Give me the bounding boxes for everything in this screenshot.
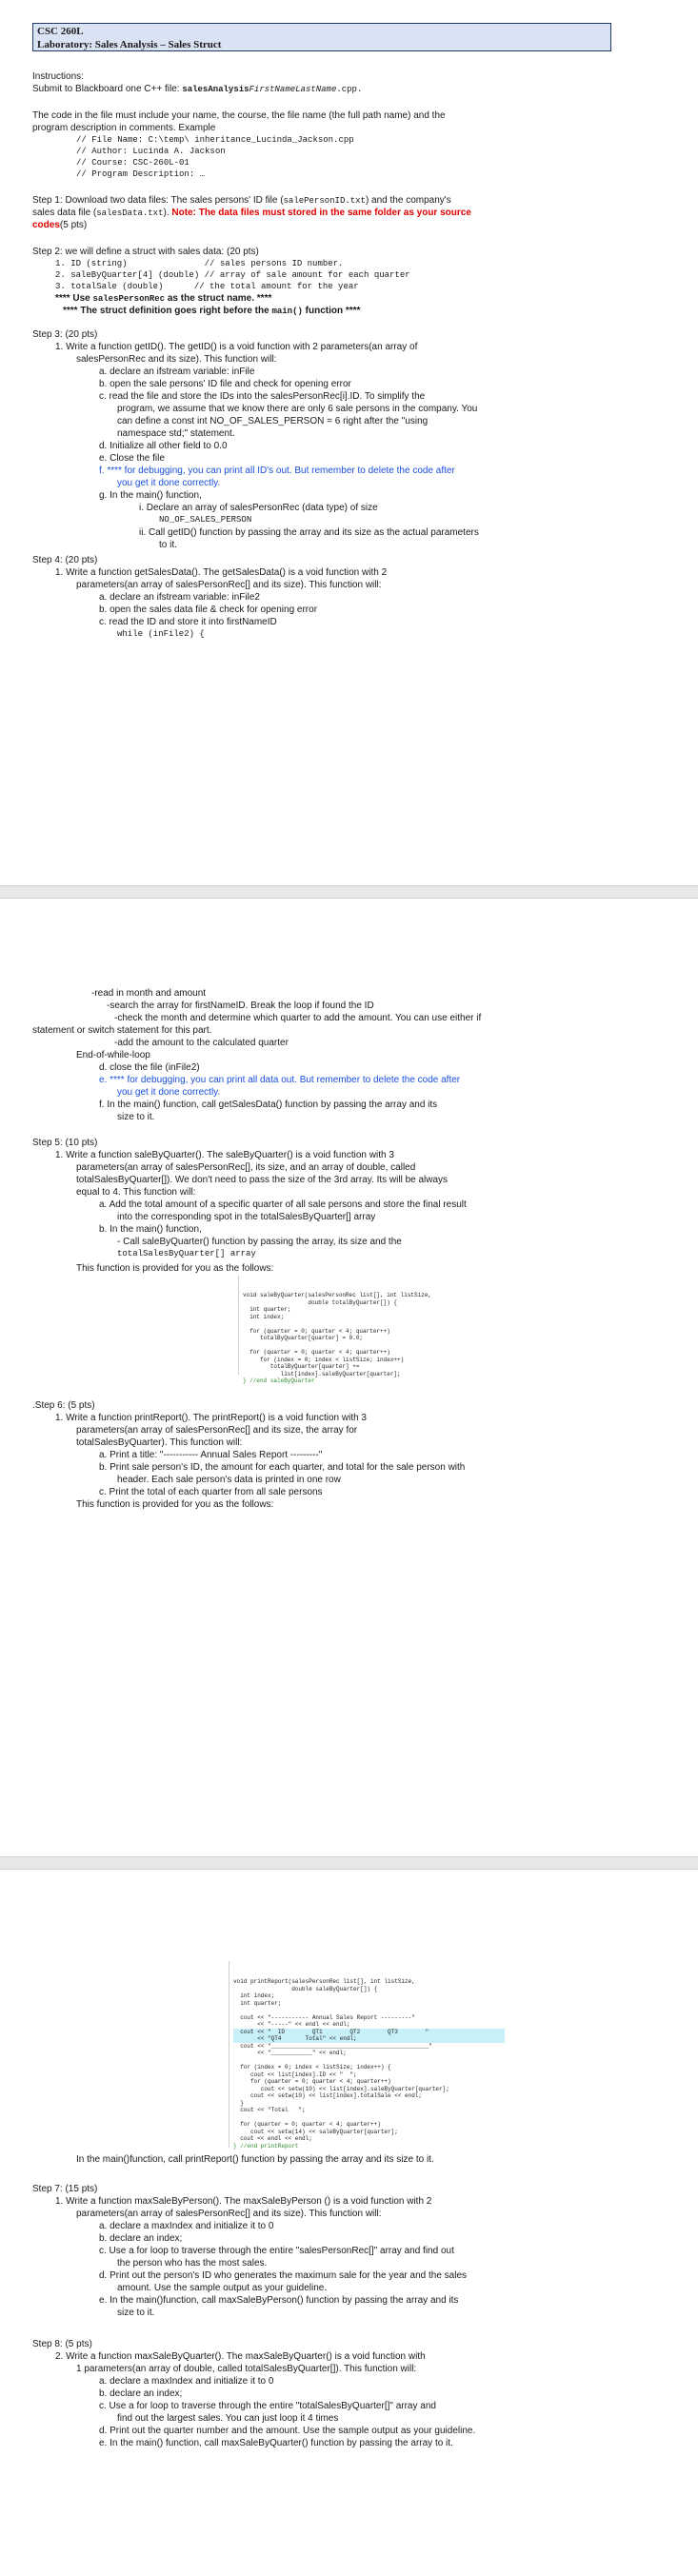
step5-title: Step 5: (10 pts) — [32, 1138, 98, 1148]
struct-field: 3. totalSale (double) // the total amount for the year — [55, 282, 359, 291]
step3-desc: 1. Write a function getID(). The getID() is a void function with 2 parameters(an array of — [55, 342, 418, 352]
step4-item-e: e. **** for debugging, you can print all data out. But remember to delete the code after — [99, 1075, 461, 1085]
step3-desc: salesPersonRec and its size). This function will: — [76, 354, 277, 365]
example-line: // File Name: C:\temp\ inheritance_Lucinda_Jackson.cpp — [76, 135, 354, 145]
code-info-line-2: program description in comments. Example — [32, 123, 216, 133]
step6-title: .Step 6: (5 pts) — [32, 1400, 95, 1411]
step3-item-a: a. declare an ifstream variable: inFile — [99, 367, 255, 377]
step3-item-f: you get it done correctly. — [117, 478, 221, 488]
step4-loop-line: -read in month and amount — [91, 988, 207, 999]
example-line: // Program Description: … — [76, 169, 206, 179]
code-line: } — [233, 2099, 244, 2107]
lab-title: Laboratory: Sales Analysis – Sales Struct — [37, 39, 222, 50]
step8-item-e: e. In the main() function, call maxSaleByQuarter() function by passing the array to it. — [99, 2438, 453, 2448]
step5-item-a: into the corresponding spot in the totalSalesByQuarter[] array — [117, 1212, 376, 1222]
step4-loop-end: End-of-while-loop — [76, 1050, 150, 1060]
step7-item-c: the person who has the most sales. — [117, 2258, 268, 2269]
page-break — [0, 885, 698, 899]
step6-desc: 1. Write a function printReport(). The printReport() is a void function with 3 — [55, 1413, 367, 1423]
code-line: cout << "Total "; — [233, 2107, 306, 2113]
step3-item-b: b. open the sale persons' ID file and check for opening error — [99, 379, 351, 389]
step5-item-b: totalSalesByQuarter[] array — [117, 1249, 256, 1258]
step7-title: Step 7: (15 pts) — [32, 2184, 98, 2194]
code-line: cout << setw(10) << list[index].saleByQuarter[quarter]; — [233, 2085, 449, 2092]
step3-item-c: namespace std;" statement. — [117, 428, 235, 439]
step1-line-1: Step 1: Download two data files: The sales persons' ID file (salePersonID.txt) and the company's — [32, 195, 451, 206]
code-line: cout << setw(14) << saleByQuarter[quarter]; — [233, 2128, 398, 2135]
struct-name-note: **** Use salesPersonRec as the struct name. **** — [55, 293, 272, 304]
code-line: for (quarter = 0; quarter < 4; quarter++) — [243, 1327, 390, 1335]
step4-item-a: a. declare an ifstream variable: inFile2 — [99, 592, 260, 603]
step4-loop-line: statement or switch statement for this part. — [32, 1025, 212, 1036]
step4-item-b: b. open the sales data file & check for opening error — [99, 604, 318, 615]
code-line: for (index = 0; index < listSize; index++) — [243, 1356, 405, 1363]
step7-item-d: amount. Use the sample output as your guideline. — [117, 2283, 328, 2293]
step6-provided: This function is provided for you as the follows: — [76, 1499, 274, 1510]
struct-field: 1. ID (string) // sales persons ID number. — [55, 259, 344, 268]
code-line: } //end saleByQuarter — [243, 1377, 315, 1384]
code-block-1 — [243, 1292, 481, 1385]
example-line: // Course: CSC-260L-01 — [76, 158, 189, 168]
code-line: cout << endl << endl; — [233, 2135, 312, 2142]
code-line: double saleByQuarter[]) { — [233, 1985, 378, 1992]
code-line: << "____________" << endl; — [233, 2050, 347, 2056]
code-line: cout << "______________________________________________" — [233, 2042, 432, 2050]
step8-item-b: b. declare an index; — [99, 2388, 183, 2399]
code-line: cout << setw(10) << list[index].totalSale << endl; — [233, 2092, 423, 2099]
step8-item-c: find out the largest sales. You can just loop it 4 times — [117, 2413, 339, 2424]
step4-item-c: c. read the ID and store it into firstNameID — [99, 617, 277, 627]
step4-loop-line: -add the amount to the calculated quarter — [114, 1038, 289, 1048]
code-line: int quarter; — [233, 1999, 282, 2007]
step8-item-c: c. Use a for loop to traverse through the entire "totalSalesByQuarter[]" array and — [99, 2401, 436, 2411]
code-line: cout << " ID QT1 QT2 QT3 " — [233, 2029, 505, 2036]
step3-item-g-i: NO_OF_SALES_PERSON — [159, 515, 252, 525]
page-break — [0, 1856, 698, 1870]
lab-header — [32, 23, 611, 51]
step5-desc: 1. Write a function saleByQuarter(). The saleByQuarter() is a void function with 3 — [55, 1150, 394, 1160]
step3-item-g-i: i. Declare an array of salesPersonRec (data type) of size — [139, 503, 378, 513]
step6-desc: parameters(an array of salesPersonRec[] and its size, the array for — [76, 1425, 358, 1436]
step4-item-f: size to it. — [117, 1112, 155, 1122]
code-line: int index; — [233, 1992, 275, 1999]
step5-desc: equal to 4. This function will: — [76, 1187, 196, 1198]
code-line: for (quarter = 0; quarter < 4; quarter++) — [233, 2121, 381, 2128]
code-line — [233, 2114, 505, 2122]
step8-desc: 2. Write a function maxSaleByQuarter(). The maxSaleByQuarter() is a void function with — [55, 2351, 426, 2362]
step7-item-c: c. Use a for loop to traverse through the entire "salesPersonRec[]" array and find out — [99, 2246, 454, 2256]
code-line — [233, 2007, 505, 2014]
step5-item-b: b. In the main() function, — [99, 1224, 202, 1235]
code-line — [233, 2057, 505, 2065]
code-sale-by-quarter — [238, 1276, 485, 1384]
step1-line-3: codes(5 pts) — [32, 220, 88, 230]
step6-item-b: header. Each sale person's data is printed in one row — [117, 1475, 341, 1485]
code-line: for (quarter = 0; quarter < 4; quarter++) — [233, 2078, 391, 2085]
code-line: list[index].saleByQuarter[quarter]; — [243, 1370, 401, 1377]
code-line — [243, 1320, 481, 1328]
step7-item-e: e. In the main()function, call maxSaleByPerson() function by passing the array and its — [99, 2295, 459, 2306]
step3-item-c: can define a const int NO_OF_SALES_PERSON = 6 right after the "using — [117, 416, 429, 426]
code-line: cout << "----------- Annual Sales Report ---------" — [233, 2013, 415, 2021]
step5-desc: totalSalesByQuarter[]). We don't need to pass the size of the 3rd array. Its will be always — [76, 1175, 449, 1185]
example-line: // Author: Lucinda A. Jackson — [76, 147, 226, 156]
code-line: cout << list[index].ID << " "; — [233, 2071, 357, 2078]
submit-line: Submit to Blackboard one C++ file: salesAnalysisFirstNameLastName.cpp. — [32, 84, 363, 94]
step7-item-a: a. declare a maxIndex and initialize it to 0 — [99, 2221, 274, 2231]
code-line: for (index = 0; index < listSize; index++) { — [233, 2064, 391, 2071]
step3-item-d: d. Initialize all other field to 0.0 — [99, 441, 228, 451]
step4-item-f: f. In the main() function, call getSalesData() function by passing the array and its — [99, 1100, 438, 1110]
code-line: << "QT4 Total" << endl; — [233, 2035, 505, 2043]
step4-loop-line: -search the array for firstNameID. Break the loop if found the ID — [107, 1001, 374, 1011]
code-line: totalByQuarter[quarter] += — [243, 1363, 360, 1370]
code-line: int index; — [243, 1313, 285, 1320]
step4-loop-line: -check the month and determine which quarter to add the amount. You can use either if — [114, 1013, 482, 1023]
step3-item-e: e. Close the file — [99, 453, 165, 464]
step6-after: In the main()function, call printReport() function by passing the array and its size to it. — [76, 2154, 434, 2165]
code-line: double totalByQuarter[]) { — [243, 1298, 398, 1306]
step5-provided: This function is provided for you as the follows: — [76, 1263, 274, 1274]
step3-item-c: c. read the file and store the IDs into the salesPersonRec[i].ID. To simplify the — [99, 391, 426, 402]
step4-while: while (inFile2) { — [117, 629, 205, 639]
step8-title: Step 8: (5 pts) — [32, 2339, 92, 2349]
step4-desc: 1. Write a function getSalesData(). The getSalesData() is a void function with 2 — [55, 567, 388, 578]
code-line: int quarter; — [243, 1306, 291, 1313]
step6-item-a: a. Print a title: "----------- Annual Sales Report ---------" — [99, 1450, 323, 1460]
course-title: CSC 260L — [37, 26, 84, 37]
step3-item-g-ii: to it. — [159, 540, 177, 550]
step3-item-f: f. **** for debugging, you can print all ID's out. But remember to delete the code after — [99, 466, 455, 476]
step6-item-c: c. Print the total of each quarter from all sale persons — [99, 1487, 323, 1497]
step3-item-g: g. In the main() function, — [99, 490, 202, 501]
step4-desc: parameters(an array of salesPersonRec[] and its size). This function will: — [76, 580, 382, 590]
code-line: totalByQuarter[quarter] = 0.0; — [243, 1335, 364, 1341]
code-line: << "-----" << endl << endl; — [233, 2021, 350, 2028]
code-block-2 — [233, 1978, 505, 2150]
step3-title: Step 3: (20 pts) — [32, 329, 98, 340]
step6-desc: totalSalesByQuarter). This function will: — [76, 1437, 243, 1448]
code-print-report — [229, 1961, 509, 2148]
instructions-heading: Instructions: — [32, 71, 84, 82]
step4-title: Step 4: (20 pts) — [32, 555, 98, 565]
step5-desc: parameters(an array of salesPersonRec[], its size, and an array of double, called — [76, 1162, 416, 1173]
struct-field: 2. saleByQuarter[4] (double) // array of sale amount for each quarter — [55, 270, 410, 280]
step2-title: Step 2: we will define a struct with sales data: (20 pts) — [32, 247, 259, 257]
step8-item-d: d. Print out the quarter number and the amount. Use the sample output as your guideline. — [99, 2426, 476, 2436]
step5-item-a: a. Add the total amount of a specific quarter of all sale persons and store the final result — [99, 1199, 467, 1210]
code-line: for (quarter = 0; quarter < 4; quarter++) — [243, 1349, 390, 1356]
step7-desc: parameters(an array of salesPersonRec[] and its size). This function will: — [76, 2209, 382, 2219]
step7-item-e: size to it. — [117, 2308, 155, 2318]
code-line: void saleByQuarter(salesPersonRec list[], int listSize, — [243, 1292, 432, 1298]
step4-item-e: you get it done correctly. — [117, 1087, 221, 1098]
code-line: void printReport(salesPersonRec list[], int listSize, — [233, 1978, 415, 1985]
step5-item-b: - Call saleByQuarter() function by passing the array, its size and the — [117, 1237, 402, 1247]
step7-item-b: b. declare an index; — [99, 2233, 183, 2244]
step4-item-d: d. close the file (inFile2) — [99, 1062, 200, 1073]
step8-item-a: a. declare a maxIndex and initialize it to 0 — [99, 2376, 274, 2387]
code-info-line-1: The code in the file must include your name, the course, the file name (the full path name) and the — [32, 110, 446, 121]
step7-item-d: d. Print out the person's ID who generates the maximum sale for the year and the sales — [99, 2270, 468, 2281]
code-line — [243, 1342, 481, 1350]
step7-desc: 1. Write a function maxSaleByPerson(). The maxSaleByPerson () is a void function with 2 — [55, 2196, 432, 2207]
step6-item-b: b. Print sale person's ID, the amount for each quarter, and total for the sale person with — [99, 1462, 466, 1473]
code-line: } //end printReport — [233, 2142, 299, 2150]
struct-position-note: **** The struct definition goes right before the main() function **** — [63, 306, 361, 316]
step1-line-2: sales data file (salesData.txt). Note: The data files must stored in the same folder as your source — [32, 208, 471, 218]
step3-item-c: program, we assume that we know there are only 6 sale persons in the company. You — [117, 404, 478, 414]
step3-item-g-ii: ii. Call getID() function by passing the array and its size as the actual parameters — [139, 527, 479, 538]
step8-desc: 1 parameters(an array of double, called totalSalesByQuarter[]). This function will: — [76, 2364, 417, 2374]
